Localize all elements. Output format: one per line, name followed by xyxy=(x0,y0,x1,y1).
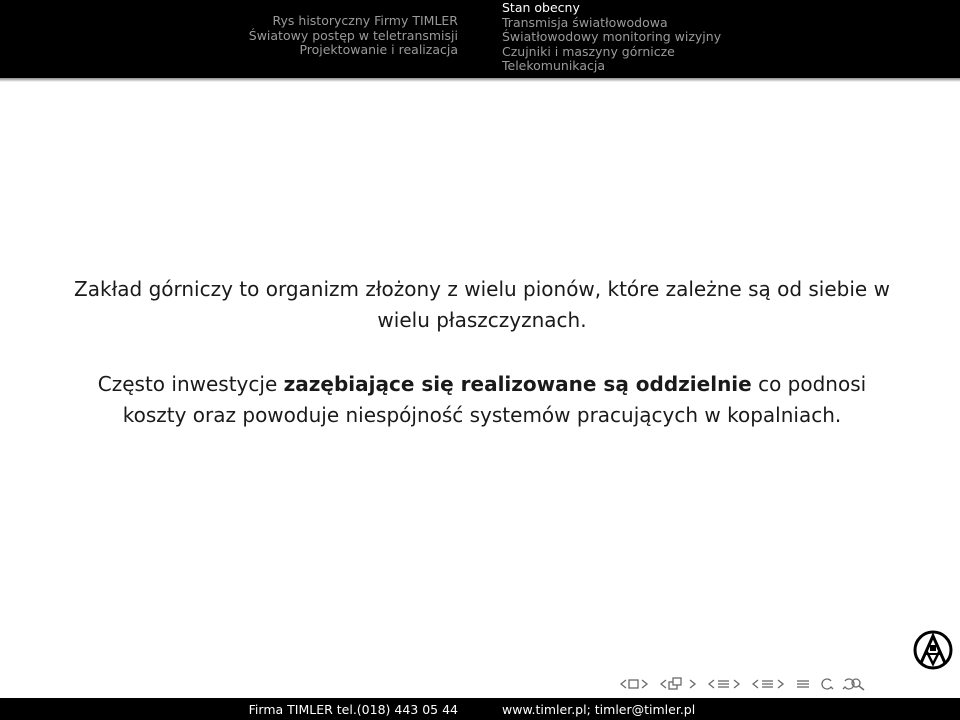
nav-subsection-icon[interactable] xyxy=(660,677,698,691)
beamer-navigation xyxy=(620,676,866,692)
footer-bar xyxy=(0,698,960,720)
nav-item-telecom[interactable]: Telekomunikacja xyxy=(502,58,605,74)
paragraph-investments-end: co podnosi koszty oraz powoduje niespójność systemów pracujących w kopalniach. xyxy=(122,372,867,427)
nav-frame-icon[interactable] xyxy=(620,677,650,691)
nav-item-fiber-video[interactable]: Światłowodowy monitoring wizyjny xyxy=(502,29,722,45)
paragraph-investments-start: Często inwestycje xyxy=(97,372,284,396)
paragraph-investments-bold: zazębiające się realizowane są oddzielnie xyxy=(283,372,752,396)
footer-left-section xyxy=(0,698,480,720)
footer-right-section xyxy=(480,698,960,720)
footer-company-phone: Firma TIMLER tel.(018) 443 05 44 xyxy=(248,702,458,717)
nav-item-design[interactable]: Projektowanie i realizacja xyxy=(299,42,458,58)
nav-search-back-icon[interactable] xyxy=(820,677,866,691)
nav-item-world-progress[interactable]: Światowy postęp w teletransmisji xyxy=(248,27,458,43)
nav-section-icon[interactable] xyxy=(708,677,742,691)
nav-item-fiber-transmission[interactable]: Transmisja światłowodowa xyxy=(502,14,668,30)
nav-document-icon[interactable] xyxy=(752,677,786,691)
footer-website-email[interactable]: www.timler.pl; timler@timler.pl xyxy=(502,702,696,717)
company-logo xyxy=(913,630,953,670)
nav-item-sensors[interactable]: Czujniki i maszyny górnicze xyxy=(502,43,675,59)
paragraph-mining-plant: Zakład górniczy to organizm złożony z wielu pionów, które zależne są od siebie w wielu płaszczyznach. xyxy=(74,277,890,332)
nav-align-icon[interactable] xyxy=(796,677,810,691)
paragraph-investments xyxy=(72,369,892,431)
nav-item-history[interactable]: Rys historyczny Firmy TIMLER xyxy=(272,13,458,28)
nav-item-current-state[interactable]: Stan obecny xyxy=(502,0,580,15)
